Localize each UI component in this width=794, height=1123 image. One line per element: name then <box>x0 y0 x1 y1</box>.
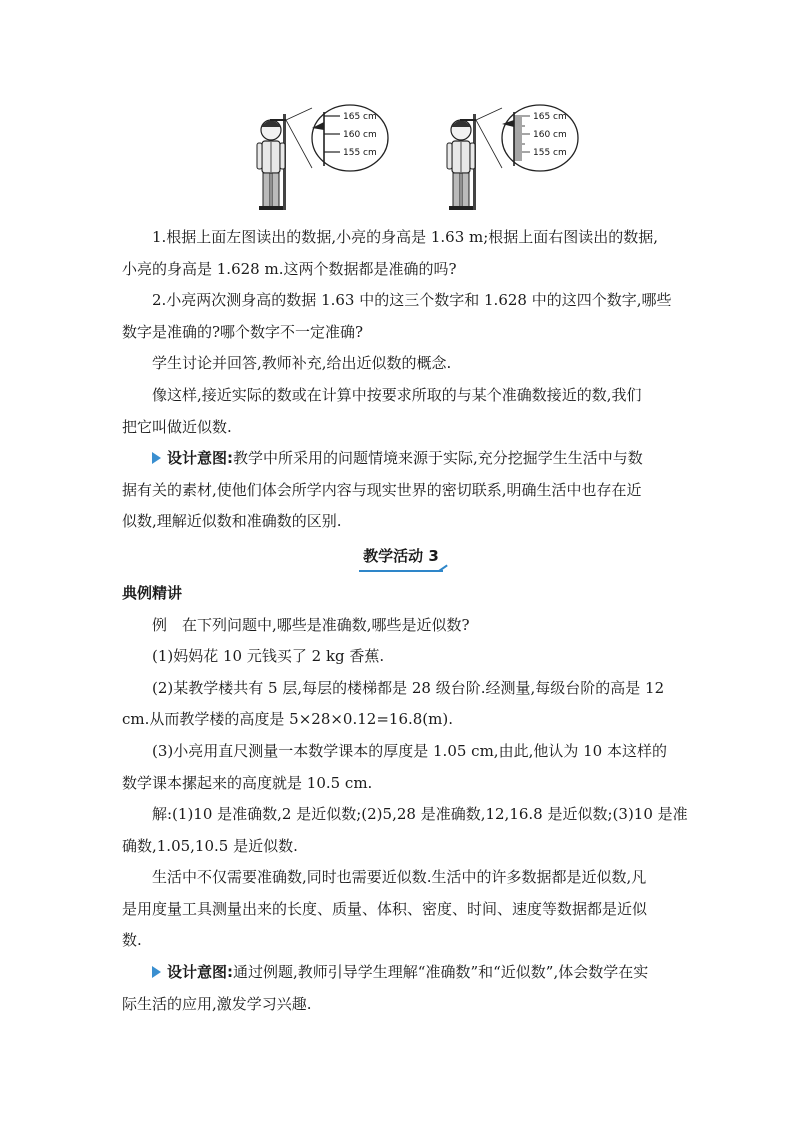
design-intent-label: 设计意图: <box>167 963 233 982</box>
paragraph-line: 1.根据上面左图读出的数据,小亮的身高是 1.63 m;根据上面右图读出的数据, <box>152 228 659 246</box>
ruler-label: 155 cm <box>343 148 377 158</box>
paragraph-line: 据有关的素材,使他们体会所学内容与现实世界的密切联系,明确生活中也存在近 <box>122 480 642 499</box>
paragraph-line: 2.小亮两次测身高的数据 1.63 中的这三个数字和 1.628 中的这四个数字,哪些 <box>152 291 672 310</box>
paragraph-line: 数字是准确的?哪个数字不一定准确? <box>122 322 364 341</box>
paragraph-line: 小亮的身高是 1.628 m.这两个数据都是准确的吗? <box>122 259 457 278</box>
paragraph-line: 数. <box>122 931 142 950</box>
activity-heading: 教学活动 3 <box>359 538 443 574</box>
design-intent-text: 通过例题,教师引导学生理解“准确数”和“近似数”,体会数学在实 <box>233 963 649 982</box>
paragraph-line: 学生讨论并回答,教师补充,给出近似数的概念. <box>152 354 452 373</box>
paragraph-line: 似数,理解近似数和准确数的区别. <box>122 512 342 531</box>
paragraph-line: 数学课本摞起来的高度就是 10.5 cm. <box>122 773 373 792</box>
design-intent-line <box>122 443 680 475</box>
section-title-line <box>122 578 680 610</box>
ruler-label: 160 cm <box>343 130 377 140</box>
ruler-label: 155 cm <box>533 148 567 158</box>
paragraph-line: 是用度量工具测量出来的长度、质量、体积、密度、时间、速度等数据都是近似 <box>122 899 648 918</box>
design-intent-label: 设计意图: <box>167 449 233 468</box>
paragraph-line: cm.从而教学楼的高度是 5×28×0.12=16.8(m). <box>122 710 453 729</box>
activity-heading-wrap <box>122 538 680 578</box>
boy-measuring-height-illustration <box>430 100 580 212</box>
main-text <box>122 222 688 1020</box>
paragraph-line: 确数,1.05,10.5 是近似数. <box>122 836 298 855</box>
paragraph-line: (3)小亮用直尺测量一本数学课本的厚度是 1.05 cm,由此,他认为 10 本这样的 <box>152 741 667 760</box>
paragraph-line: 生活中不仅需要准确数,同时也需要近似数.生活中的许多数据都是近似数,凡 <box>152 868 647 887</box>
ruler-label: 165 cm <box>343 112 377 122</box>
design-intent-text: 教学中所采用的问题情境来源于实际,充分挖掘学生生活中与数 <box>233 449 643 468</box>
paragraph-line: 解:(1)10 是准确数,2 是近似数;(2)5,28 是准确数,12,16.8 是近似数;(3)10 是准 <box>152 805 688 824</box>
paragraph-line: (1)妈妈花 10 元钱买了 2 kg 香蕉. <box>152 647 385 666</box>
paragraph-line: 际生活的应用,激发学习兴趣. <box>122 994 312 1013</box>
triangle-bullet-icon <box>152 966 161 978</box>
paragraph-line: 例 在下列问题中,哪些是准确数,哪些是近似数? <box>152 615 470 634</box>
figure-left-coarse-ruler <box>240 100 390 212</box>
ruler-label: 165 cm <box>533 112 567 122</box>
paragraph-line: 把它叫做近似数. <box>122 417 232 436</box>
boy-measuring-height-illustration <box>240 100 390 212</box>
ruler-label: 160 cm <box>533 130 567 140</box>
example-title: 典例精讲 <box>122 583 183 602</box>
triangle-bullet-icon <box>152 452 161 464</box>
figure-right-fine-ruler <box>430 100 580 212</box>
paragraph-line: (2)某教学楼共有 5 层,每层的楼梯都是 28 级台阶.经测量,每级台阶的高是 12 <box>152 678 665 697</box>
paragraph-line: 像这样,接近实际的数或在计算中按要求所取的与某个准确数接近的数,我们 <box>152 385 642 404</box>
design-intent-line <box>122 957 680 989</box>
height-measurement-figures <box>240 100 580 212</box>
